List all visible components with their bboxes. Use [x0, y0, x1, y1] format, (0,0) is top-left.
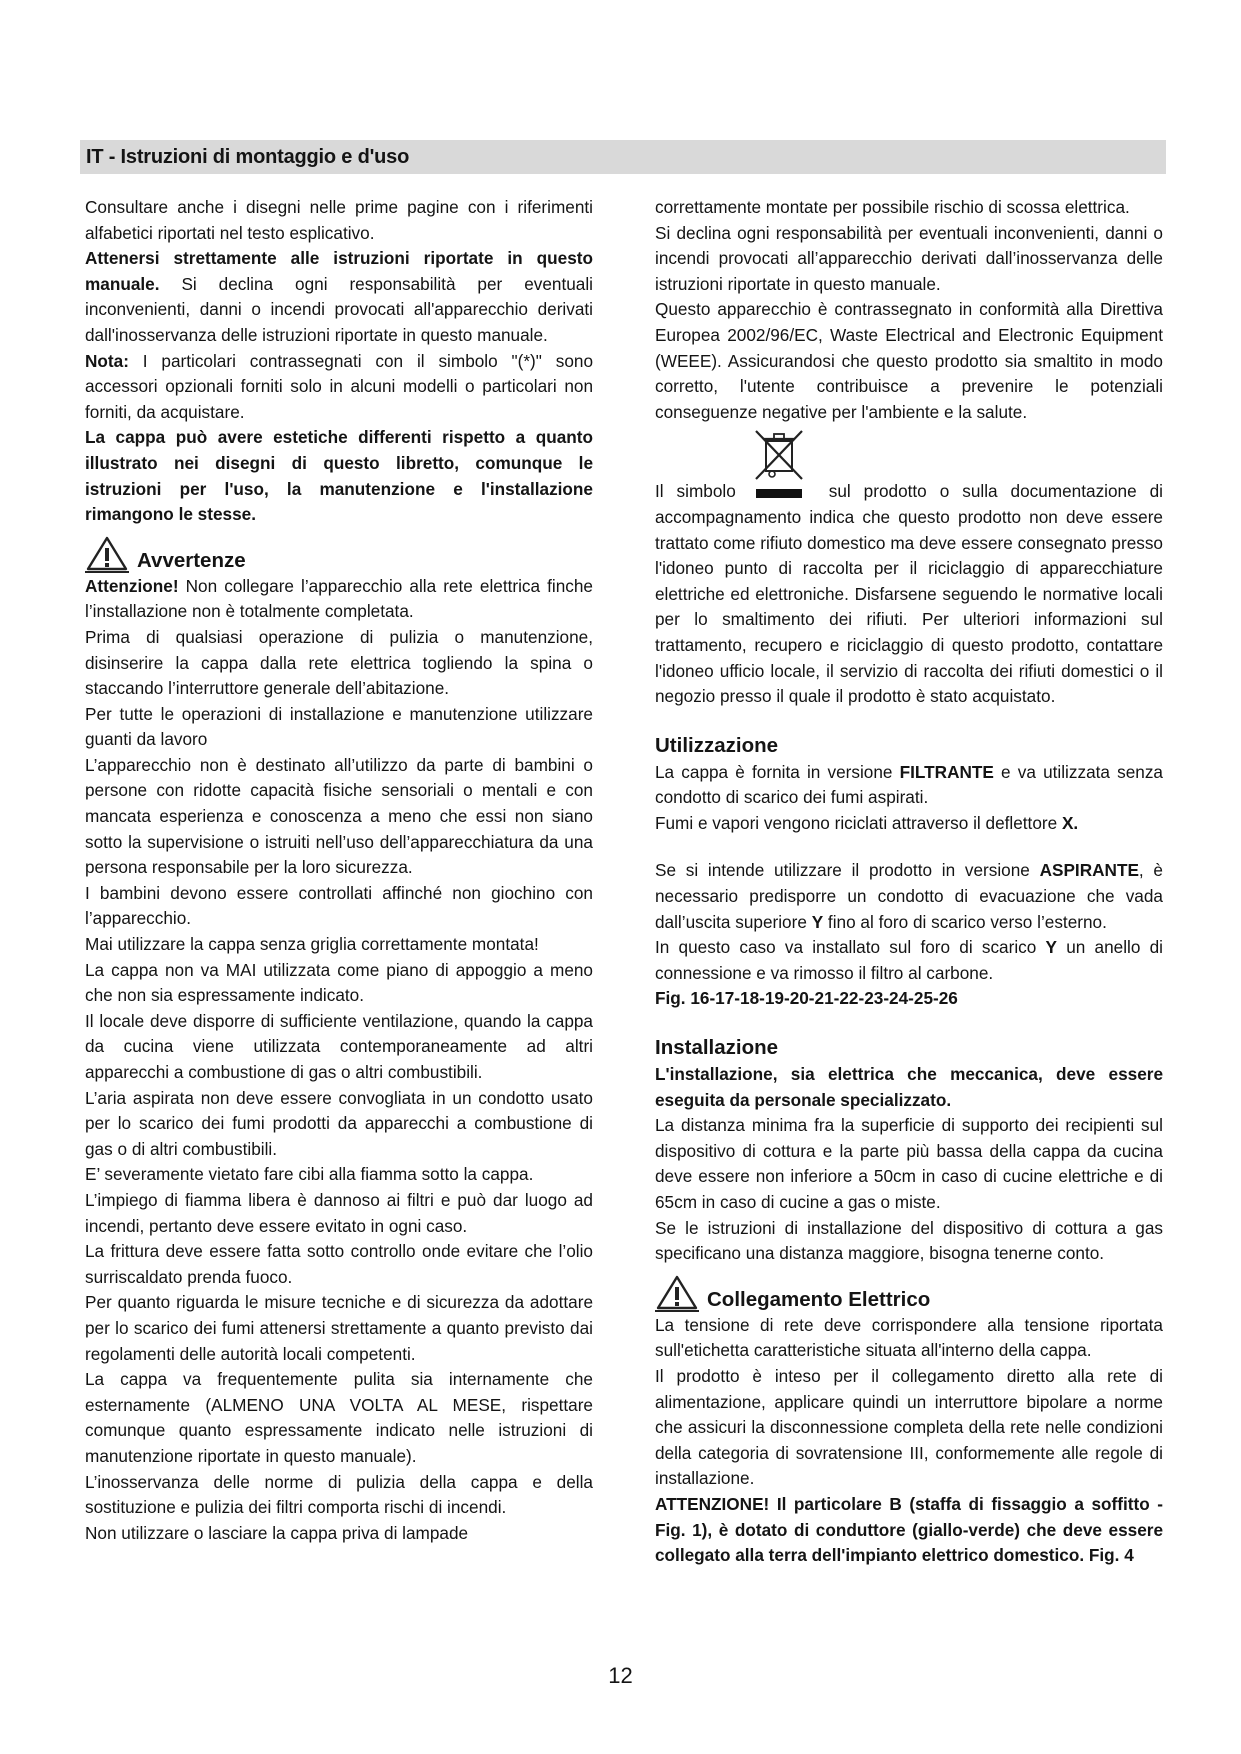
electric-paragraph-2: Il prodotto è inteso per il collegamento diretto alla rete di alimentazione, applicare quindi un interruttore bipolare a norme che assicuri la disconnessione completa della rete nelle condizioni della categoria di sovratensione III, conformemente alle regole di installazione. — [655, 1365, 1163, 1489]
deflector-label: X. — [1061, 812, 1079, 833]
paragraph: L’impiego di fiamma libera è dannoso ai filtri e può dar luogo ad incendi, pertanto deve essere evitato in ogni caso. — [85, 1189, 593, 1236]
paragraph: Il locale deve disporre di sufficiente ventilazione, quando la cappa da cucina viene utilizzata contemporaneamente ad altri apparecchi a combustione di gas o altri combustibili. — [85, 1010, 593, 1082]
paragraph: Per quanto riguarda le misure tecniche e di sicurezza da adottare per lo scarico dei fumi attenersi strettamente a quanto previsto dai regolamenti delle autorità locali competenti. — [85, 1292, 593, 1364]
weee-symbol-row — [655, 425, 1163, 507]
usage-paragraph-2 — [655, 811, 1163, 837]
warnings-title: Avvertenze — [137, 548, 246, 572]
usage-text: e va utilizzata senza condotto di scarico dei fumi aspirati. — [655, 761, 1163, 808]
intro-paragraph: Consultare anche i disegni nelle prime pagine con i riferimenti alfabetici riportati nel testo esplicativo. — [85, 197, 593, 243]
bold-notice: La cappa può avere estetiche differenti rispetto a quanto illustrato nei disegni di questo libretto, comunque le istruzioni per l'uso, la manutenzione e l'installazione rimangono le stesse. — [85, 427, 593, 525]
usage-text: La cappa è fornita in versione — [655, 761, 900, 782]
paragraph: E’ severamente vietato fare cibi alla fiamma sotto la cappa. — [85, 1164, 534, 1185]
right-column — [655, 195, 1163, 1569]
note-text: I particolari contrassegnati con il simbolo "(*)" sono accessori opzionali forniti solo in alcuni modelli o particolari non forniti, da acquistare. — [85, 350, 593, 422]
paragraph: Prima di qualsiasi operazione di pulizia o manutenzione, disinserire la cappa dalla rete elettrica togliendo la spina o staccando l’interruttore generale dell’abitazione. — [85, 626, 593, 699]
paragraph: La cappa va frequentemente pulita sia internamente che esternamente (ALMENO UNA VOLTA AL MESE, rispettare comunque quanto espressamente indicato nelle istruzioni di manutenzione riportate in questo manuale). — [85, 1369, 593, 1466]
electric-paragraph-1: La tensione di rete deve corrispondere alla tensione riportata sull'etichetta caratteristiche situata all'interno della cappa. — [655, 1314, 1163, 1361]
warnings-heading — [85, 528, 593, 574]
install-paragraph-1: La distanza minima fra la superficie di supporto dei recipienti sul dispositivo di cottura e la parte più bassa della cappa da cucina deve essere non inferiore a 50cm in caso di cucine elettriche e di 65cm in caso di cucine a gas o miste. — [655, 1115, 1163, 1212]
paragraph: Per tutte le operazioni di installazione e manutenzione utilizzare guanti da lavoro — [85, 703, 593, 750]
paragraph: L’aria aspirata non deve essere convogliata in un condotto usato per lo scarico dei fumi prodotti da apparecchi a combustione di gas o di altri combustibili. — [85, 1087, 593, 1159]
usage-text: In questo caso va installato sul foro di scarico — [655, 937, 1046, 958]
install-bold: L'installazione, sia elettrica che meccanica, deve essere eseguita da personale specializzato. — [655, 1064, 1163, 1110]
usage-text: Se si intende utilizzare il prodotto in versione — [655, 860, 1040, 881]
electric-heading — [655, 1267, 1163, 1313]
continuation-text: correttamente montate per possibile rischio di scossa elettrica. — [655, 197, 1130, 217]
spacer — [655, 1012, 1163, 1034]
electric-title: Collegamento Elettrico — [707, 1287, 931, 1311]
paragraph: Non utilizzare o lasciare la cappa priva di lampade — [85, 1522, 469, 1543]
spacer — [655, 710, 1163, 732]
warning-label: Attenzione! — [85, 575, 179, 596]
install-paragraph-2: Se le istruzioni di installazione del dispositivo di cottura a gas specificano una distanza maggiore, bisogna tenerne conto. — [655, 1217, 1163, 1264]
section-header-bar — [80, 140, 1166, 174]
usage-figure-ref: Fig. 16-17-18-19-20-21-22-23-24-25-26 — [655, 988, 958, 1009]
warning-icon — [655, 1275, 699, 1313]
electric-warning: ATTENZIONE! Il particolare B (staffa di fissaggio a soffitto - Fig. 1), è dotato di conduttore (giallo-verde) che deve essere collegato alla terra dell'impianto elettrico domestico. Fig. 4 — [655, 1493, 1163, 1566]
outlet-label: Y — [811, 911, 824, 932]
usage-paragraph-4 — [655, 935, 1163, 986]
warning-icon — [85, 536, 129, 574]
usage-title: Utilizzazione — [655, 733, 779, 757]
page-number: 12 — [608, 1663, 633, 1688]
attention-bold: Attenersi strettamente alle istruzioni riportate in questo manuale. — [85, 248, 593, 294]
paragraph: L’inosservanza delle norme di pulizia della cappa e della sostituzione e pulizia dei filtri comporta rischi di incendi. — [85, 1471, 593, 1518]
usage-text: Fumi e vapori vengono riciclati attraverso il deflettore — [655, 812, 1062, 833]
filtrante-label: FILTRANTE — [899, 761, 994, 782]
spacer — [655, 836, 1163, 858]
paragraph: Mai utilizzare la cappa senza griglia correttamente montata! — [85, 934, 539, 955]
usage-paragraph-1 — [655, 760, 1163, 811]
warning-paragraph — [85, 574, 593, 625]
attention-text: Si declina ogni responsabilità per eventuali inconvenienti, danni o incendi provocati all'apparecchio derivati dall'inosservanza delle istruzioni riportate in questo manuale. — [85, 273, 593, 345]
warning-text: Non collegare l’apparecchio alla rete elettrica finche l’installazione non è totalmente completata. — [85, 575, 593, 622]
page-title: IT - Istruzioni di montaggio e d'uso — [86, 146, 410, 168]
usage-text: , è necessario predisporre un condotto di evacuazione che vada dall’uscita superiore — [655, 860, 1163, 932]
paragraph: La cappa non va MAI utilizzata come piano di appoggio a meno che non sia espressamente indicato. — [85, 959, 593, 1006]
install-title: Installazione — [655, 1036, 779, 1060]
paragraph: I bambini devono essere controllati affinché non giochino con l’apparecchio. — [85, 882, 593, 929]
outlet-label: Y — [1045, 937, 1057, 958]
symbol-label: Il simbolo — [655, 481, 736, 502]
usage-paragraph-3 — [655, 858, 1163, 935]
attention-paragraph — [85, 246, 593, 348]
paragraph: La frittura deve essere fatta sotto controllo onde evitare che l’olio surriscaldato prenda fuoco. — [85, 1241, 593, 1287]
symbol-paragraph — [655, 479, 1163, 709]
usage-text: un anello di connessione e va rimosso il filtro al carbone. — [655, 937, 1163, 983]
usage-text: fino al foro di scarico verso l’esterno. — [823, 911, 1107, 932]
paragraph: L’apparecchio non è destinato all’utilizzo da parte di bambini o persone con ridotte capacità fisiche sensoriali o mentali e con mancata esperienza e conoscenza a meno che essi non siano sotto la supervisione o istruiti nell’uso dell’apparecchiatura da una persona responsabile per la loro sicurezza. — [85, 754, 593, 878]
left-column — [85, 195, 593, 1546]
note-paragraph — [85, 349, 593, 426]
aspirante-label: ASPIRANTE — [1039, 860, 1139, 881]
symbol-text: sul prodotto o sulla documentazione di accompagnamento indica che questo prodotto non deve essere trattato come rifiuto domestico ma deve essere consegnato presso l'idoneo punto di raccolta per il riciclaggio di apparecchiature elettriche ed elettroniche. Disfarsene seguendo le normative locali per lo smaltimento dei rifiuti. Per ulteriori informazioni sul trattamento, recupero e riciclaggio di questo prodotto, contattare l'idoneo ufficio locale, il servizio di raccolta dei rifiuti domestici o il negozio presso il quale il prodotto è stato acquistato. — [655, 481, 1163, 707]
crossed-bin-icon — [750, 427, 808, 501]
disclaimer-paragraph: Si declina ogni responsabilità per eventuali inconvenienti, danni o incendi provocati all’apparecchio derivati dall’inosservanza delle istruzioni riportate in questo manuale. — [655, 222, 1163, 294]
weee-paragraph: Questo apparecchio è contrassegnato in conformità alla Direttiva Europea 2002/96/EC, Waste Electrical and Electronic Equipment (WEEE). Assicurandosi che questo prodotto sia smaltito in modo corretto, l'utente contribuisce a prevenire le potenziali conseguenze negative per l'ambiente e la salute. — [655, 299, 1163, 422]
note-label: Nota: — [85, 350, 129, 371]
